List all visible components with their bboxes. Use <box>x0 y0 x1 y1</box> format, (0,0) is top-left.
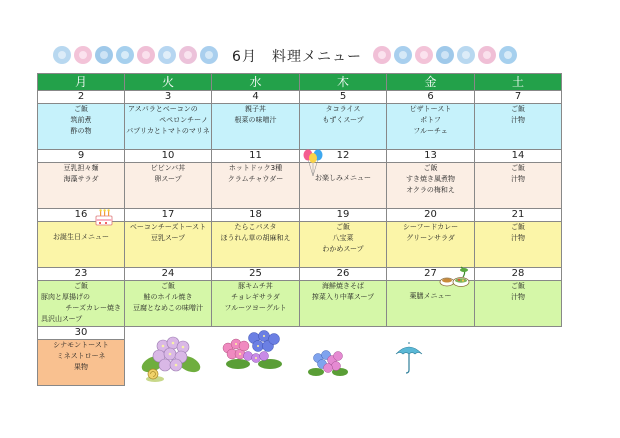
menu-item: たらこパスタ <box>234 223 277 231</box>
menu-cell <box>475 104 562 150</box>
day-number: 21 <box>475 209 562 222</box>
menu-item: ご飯 <box>423 164 438 172</box>
menu-item: 汁物 <box>511 175 525 183</box>
menu-item: 海藻サラダ <box>63 175 99 183</box>
menu-item: 果物 <box>74 363 88 371</box>
menu-item: 親子丼 <box>245 105 266 113</box>
menu-item: ピザトースト <box>409 105 452 113</box>
date-row-week3 <box>38 209 562 222</box>
hydrangea-snail-icon <box>139 334 203 386</box>
day-number: 16 <box>38 209 125 222</box>
decoration-cell <box>125 340 212 386</box>
menu-item: わかめスープ <box>322 245 364 253</box>
empty-cell <box>387 327 475 340</box>
day-number: 9 <box>38 150 125 163</box>
day-number: 7 <box>475 91 562 104</box>
day-number: 24 <box>125 268 212 281</box>
menu-item: 鮭のホイル焼き <box>143 293 193 301</box>
day-number: 27 <box>387 268 475 281</box>
menu-cell <box>125 163 212 209</box>
menu-item: 卵スープ <box>154 175 182 183</box>
menu-item: ミネストローネ <box>56 352 106 360</box>
menu-item: お楽しみメニュー <box>315 174 371 182</box>
menu-item: タコライス <box>325 105 361 113</box>
menu-row-week1 <box>38 104 562 150</box>
hydrangea-decoration-left <box>52 44 222 66</box>
menu-item: 八宝菜 <box>332 234 354 242</box>
menu-item: グリーンサラダ <box>406 234 455 242</box>
menu-item: 薬膳メニュー <box>409 292 452 300</box>
menu-cell <box>387 104 475 150</box>
hydrangea-small-icon <box>306 346 350 380</box>
day-number: 17 <box>125 209 212 222</box>
menu-item: フルーチェ <box>413 127 448 135</box>
weekday-wed: 水 <box>212 74 300 91</box>
menu-item: シナモントースト <box>53 341 109 349</box>
menu-item: 豆乳担々麺 <box>63 164 99 172</box>
menu-cell <box>212 222 300 268</box>
page-header <box>0 38 620 72</box>
weekday-sat: 土 <box>475 74 562 91</box>
menu-row-week4 <box>38 281 562 327</box>
menu-cell <box>38 340 125 386</box>
menu-cell <box>38 163 125 209</box>
date-row-week4 <box>38 268 562 281</box>
menu-item: シーフードカレー <box>402 223 459 231</box>
menu-item: クラムチャウダー <box>227 175 284 183</box>
menu-cell <box>475 281 562 327</box>
day-number: 5 <box>300 91 387 104</box>
decoration-cell <box>387 340 475 386</box>
menu-item: 具沢山スープ <box>41 315 83 323</box>
menu-item: ベーコンチーズトースト <box>129 223 207 231</box>
empty-cell <box>475 327 562 340</box>
empty-cell <box>475 340 562 386</box>
menu-cell <box>125 104 212 150</box>
day-number: 6 <box>387 91 475 104</box>
menu-row-week2 <box>38 163 562 209</box>
menu-item: お誕生日メニュー <box>53 233 109 241</box>
weekday-header-row <box>38 74 562 91</box>
menu-item: パプリカとトマトのマリネ <box>126 127 210 135</box>
menu-item: ご飯 <box>161 282 175 290</box>
menu-item: ご飯 <box>511 105 525 113</box>
menu-cell <box>300 222 387 268</box>
day-number: 13 <box>387 150 475 163</box>
menu-cell <box>300 104 387 150</box>
menu-cell <box>125 281 212 327</box>
menu-item: 豆腐となめこの味噌汁 <box>133 304 203 312</box>
menu-item: オクラの梅和え <box>406 186 455 194</box>
menu-cell <box>38 104 125 150</box>
menu-item: チーズカレー焼き <box>65 304 121 312</box>
menu-row-week5 <box>38 340 562 386</box>
menu-cell <box>212 163 300 209</box>
menu-item: もずくスープ <box>322 116 364 124</box>
date-row-week5 <box>38 327 562 340</box>
menu-item: 酢の物 <box>70 127 92 135</box>
menu-item: ホットドック3種 <box>228 164 283 172</box>
menu-cell <box>300 281 387 327</box>
menu-item: 豚キムチ丼 <box>238 282 273 290</box>
menu-item: アスパラとベーコンの <box>128 105 198 113</box>
menu-calendar <box>37 73 562 386</box>
page-title: 6月 料理メニュー <box>232 49 362 65</box>
menu-cell <box>212 281 300 327</box>
menu-item: ご飯 <box>74 282 88 290</box>
day-number: 18 <box>212 209 300 222</box>
day-number: 25 <box>212 268 300 281</box>
menu-item: ご飯 <box>511 164 525 172</box>
menu-item: すき焼き風煮物 <box>406 175 455 183</box>
hydrangea-decoration-right <box>372 44 532 66</box>
day-number: 12 <box>300 150 387 163</box>
menu-cell <box>387 281 475 327</box>
day-number: 2 <box>38 91 125 104</box>
day-number: 23 <box>38 268 125 281</box>
menu-item: ビビンバ丼 <box>150 164 186 172</box>
date-row-week2 <box>38 150 562 163</box>
empty-cell <box>300 327 387 340</box>
menu-cell <box>38 281 125 327</box>
menu-cell <box>300 163 387 209</box>
menu-item: 搾菜入り中華スープ <box>311 293 375 301</box>
menu-item: 根菜の味噌汁 <box>234 116 277 124</box>
menu-item: 豆乳スープ <box>150 234 186 242</box>
weekday-fri: 金 <box>387 74 475 91</box>
weekday-mon: 月 <box>38 74 125 91</box>
weekday-tue: 火 <box>125 74 212 91</box>
menu-cell <box>387 222 475 268</box>
menu-item: ほうれん草の胡麻和え <box>220 234 291 242</box>
menu-item: 汁物 <box>511 116 525 124</box>
hydrangea-row-icon <box>372 44 532 66</box>
day-number: 14 <box>475 150 562 163</box>
menu-item: 筑前煮 <box>70 116 92 124</box>
day-number: 20 <box>387 209 475 222</box>
menu-item: ご飯 <box>74 105 88 113</box>
menu-item: 汁物 <box>511 234 525 242</box>
date-row-week1 <box>38 91 562 104</box>
menu-item: ペペロンチーノ <box>159 116 208 124</box>
day-number: 30 <box>38 327 125 340</box>
menu-item: ご飯 <box>511 282 525 290</box>
menu-item: ご飯 <box>511 223 525 231</box>
menu-cell <box>212 104 300 150</box>
day-number: 28 <box>475 268 562 281</box>
menu-item: フルーツヨーグルト <box>224 304 287 312</box>
menu-cell <box>38 222 125 268</box>
day-number: 4 <box>212 91 300 104</box>
day-number: 10 <box>125 150 212 163</box>
herbal-dish-icon <box>439 265 473 289</box>
menu-cell <box>387 163 475 209</box>
day-number: 11 <box>212 150 300 163</box>
balloons-icon <box>302 149 324 177</box>
day-number: 19 <box>300 209 387 222</box>
menu-cell <box>125 222 212 268</box>
menu-row-week3 <box>38 222 562 268</box>
hydrangea-row-icon <box>52 44 222 66</box>
decoration-cell <box>300 340 387 386</box>
umbrella-icon <box>393 340 425 376</box>
day-number: 3 <box>125 91 212 104</box>
menu-item: ポトフ <box>420 116 441 124</box>
weekday-thu: 木 <box>300 74 387 91</box>
decoration-cell <box>212 340 300 386</box>
hydrangea-bouquet-icon <box>218 324 290 372</box>
menu-cell <box>475 163 562 209</box>
menu-item: 汁物 <box>511 293 525 301</box>
menu-item: 海鮮焼きそば <box>322 282 364 290</box>
menu-item: チョレギサラダ <box>231 293 280 301</box>
day-number: 26 <box>300 268 387 281</box>
birthday-cake-icon <box>94 208 114 226</box>
menu-item: 豚肉と厚揚げの <box>41 293 90 301</box>
menu-item: ご飯 <box>336 223 350 231</box>
menu-cell <box>475 222 562 268</box>
